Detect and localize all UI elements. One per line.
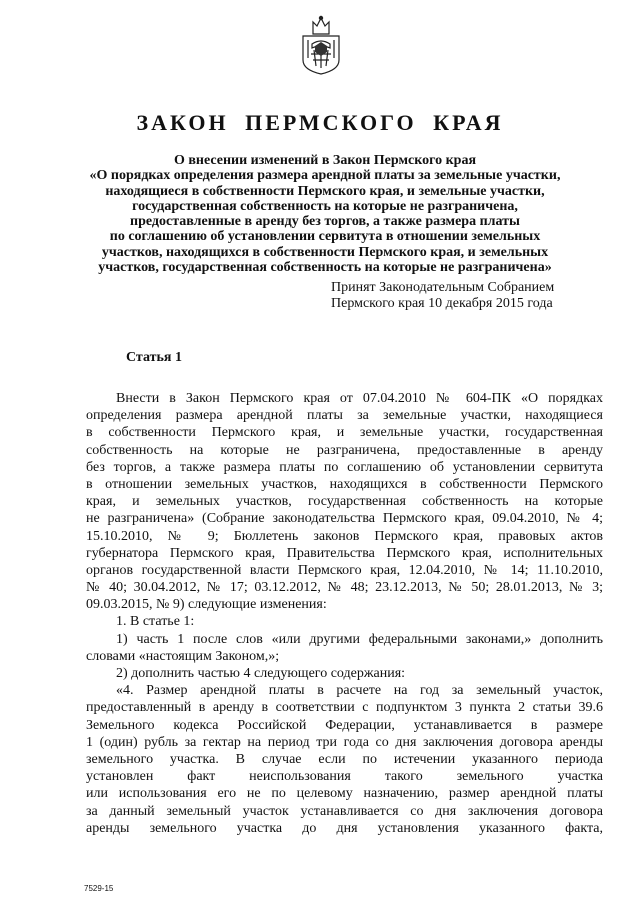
body-line: 1. В статье 1: [116, 614, 195, 630]
subtitle-line: «О порядках определения размера арендной платы за земельные участки, [89, 168, 561, 184]
document-code: 7529-15 [84, 884, 114, 893]
adoption-line: Принят Законодательным Собранием [331, 280, 555, 295]
article-body [86, 390, 603, 837]
subtitle-line: предоставленные в аренду без торгов, а также размера платы [130, 214, 520, 230]
body-line: или использования его не по целевому назначению, размер арендной платы [86, 786, 603, 802]
body-line: 15.10.2010, № 9; Бюллетень законов Пермского края, правовых актов [86, 528, 603, 544]
body-line: без торгов, а также размера платы по соглашению об установлении сервитута [86, 459, 603, 475]
body-line: 1 (один) рубль за гектар на период три года со дня заключения договора аренды [86, 734, 603, 750]
body-line: 09.03.2015, № 9) следующие изменения: [86, 597, 327, 613]
article-heading: Статья 1 [126, 350, 182, 365]
body-line: аренды земельного участка до дня установления указанного факта, [86, 820, 603, 836]
subtitle-line: государственная собственность на которые не разграничена, [132, 198, 518, 214]
body-line: не разграничена» (Собрание законодательства Пермского края, 09.04.2010, № 4; [86, 511, 603, 527]
law-subtitle [70, 153, 580, 275]
body-line: определения размера арендной платы за земельные участки, находящиеся [86, 408, 603, 424]
body-line: 2) дополнить частью 4 следующего содержания: [116, 666, 406, 681]
law-title: ЗАКОН ПЕРМСКОГО КРАЯ [136, 110, 504, 135]
body-line: губернатора Пермского края, Правительства Пермского края, исполнительных [86, 545, 603, 561]
body-line: словами «настоящим Законом,»; [86, 648, 280, 664]
subtitle-line: по соглашению об установлении сервитута в отношении земельных [109, 229, 541, 245]
body-line: установлен факт неиспользования такого земельного участка [86, 769, 603, 785]
body-line: в отношении земельных участков, находящихся в собственности Пермского [86, 476, 603, 492]
body-line: в собственности Пермского края, и земельные участки, государственная [86, 425, 603, 441]
subtitle-line: участков, находящихся в собственности Пермского края, и земельных [101, 244, 549, 260]
body-line: собственность на которые не разграничена, предоставленные в аренду [86, 442, 603, 458]
body-line: № 40; 30.04.2012, № 17; 03.12.2012, № 48; 23.12.2013, № 50; 28.01.2013, № 3; [86, 580, 603, 596]
body-line: края, и земельных участков, государственная собственность на которые [86, 494, 603, 510]
adoption-note [331, 280, 554, 312]
adoption-line: Пермского края 10 декабря 2015 года [331, 296, 553, 311]
perm-krai-coat-of-arms-icon [299, 14, 343, 76]
subtitle-line: находящиеся в собственности Пермского края, и земельные участки, [105, 183, 545, 199]
body-line: Внести в Закон Пермского края от 07.04.2010 № 604-ПК «О порядках [116, 391, 603, 406]
subtitle-line: О внесении изменений в Закон Пермского края [173, 153, 477, 168]
body-line: 1) часть 1 после слов «или другими федеральными законами,» дополнить [116, 631, 603, 647]
body-line: Земельного кодекса Российской Федерации, устанавливается в размере [86, 717, 603, 733]
body-line: за данный земельный участок устанавливается со дня заключения договора [86, 803, 603, 819]
body-line: «4. Размер арендной платы в расчете на год за земельный участок, [116, 683, 603, 699]
body-line: земельного участка. В случае если по истечении указанного периода [86, 751, 603, 767]
subtitle-line: участков, государственная собственность на которые не разграничена» [98, 260, 552, 276]
body-line: предоставленный в аренду в соответствии с подпунктом 3 пункта 2 статьи 39.6 [86, 700, 603, 716]
body-line: органов государственной власти Пермского края, 12.04.2010, № 14; 11.10.2010, [86, 562, 603, 578]
